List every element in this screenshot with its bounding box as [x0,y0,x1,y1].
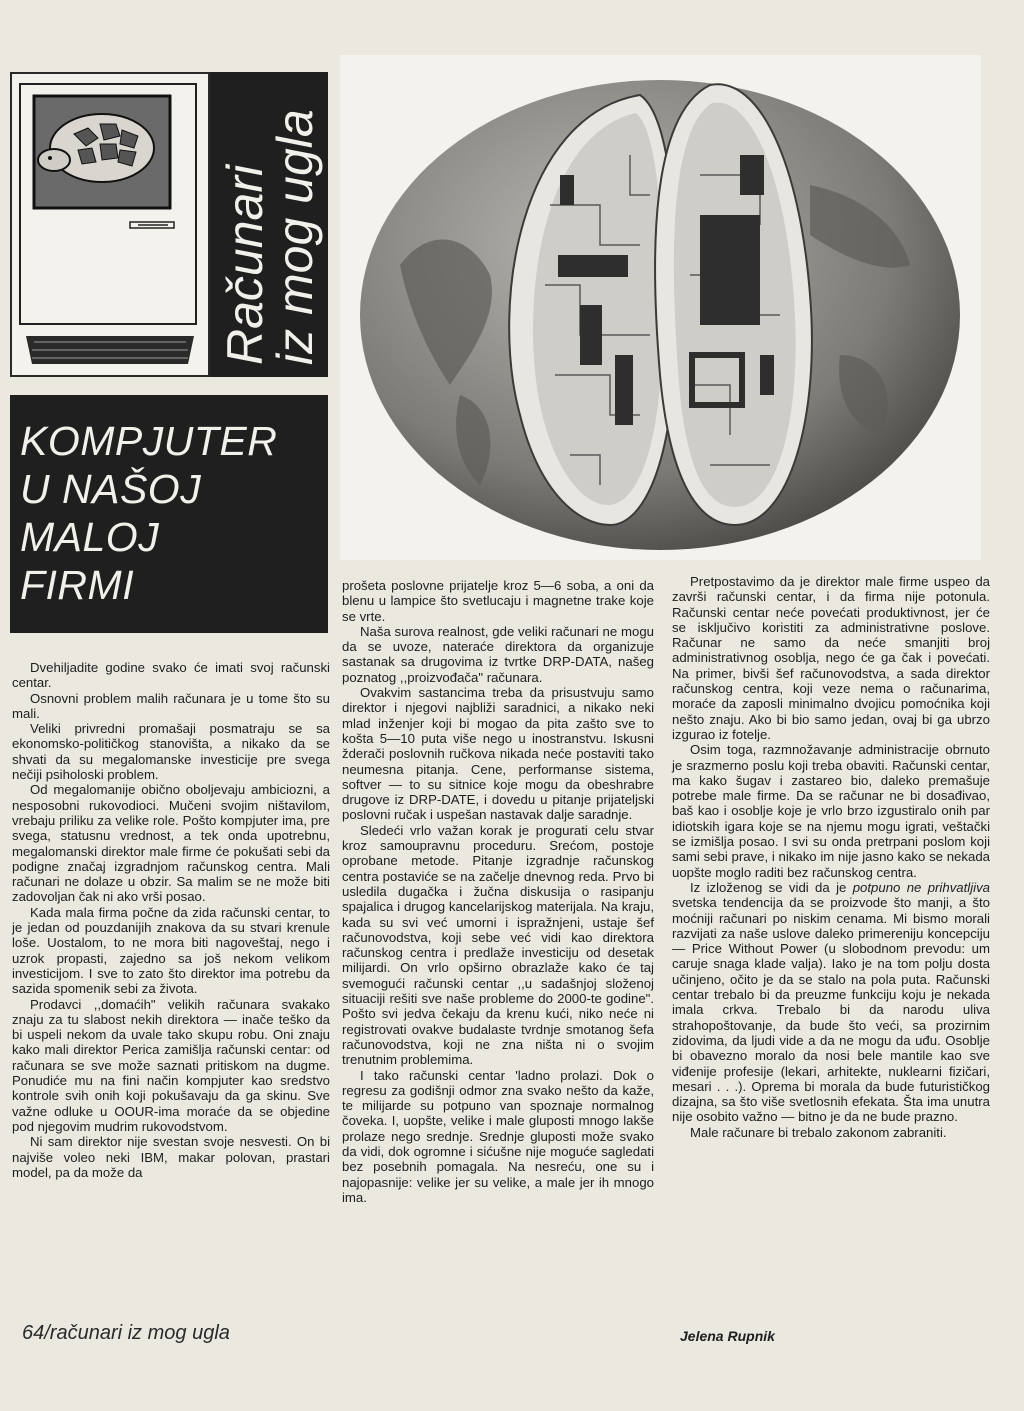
page-footer: 64/računari iz mog ugla [22,1322,230,1344]
paragraph: Sledeći vrlo važan korak je progurati celu stvar kroz samoupravnu proceduru. Srećom, postoje oprobane metode. Pitanje izgradnje računskog centra postaviće se na začelje dnevnog reda. Prvo bi usledila dugačka i žučna diskusija o rasipanju spajalica i drugog kancelarijskog materijala. Na kraju, kada su svi već umorni i ispražnjeni, ustaje šef računovodstva, koji sebe već vidi kao direktora računskog centra i predlaže investiciju od desetak milijardi. On vrlo opširno obrazlaže kako će taj svemogući računski centar ,,u sadašnjoj složenoj situaciji rešiti sve naše probleme do 2000-te godine". Pošto svi jedva čekaju da krenu kući, niko neće ni registrovati ovakve budalaste tvrdnje smotanog šefa računovodstva, koji ne zna ništa ni o svojim trenutnim problemima. [342,822,654,1068]
paragraph: Osim toga, razmnožavanje administracije obrnuto je srazmerno poslu koji treba obaviti. Računski centar, ma kako šugav i zastareo bio, daleko premašuje potrebe male firme. Da se računar ne bi dosađivao, baš kao i osoblje koje je vrlo brzo izgustiralo onih par idiotskih igara koje se na njemu mogu igrati, veštački se izmišlja posao. I svi su onda pretrpani poslom koji sami sebi prave, i nikako im nije jasno kako se nekada uopšte moglo raditi bez računskog centra. [672,742,990,880]
paragraph: Ovakvim sastancima treba da prisustvuju samo direktor i njegovi najbliži saradnici, a nikako neki mlad inženjer koji bi mogao da pita zašto sve to košta 5—10 puta više nego u inostranstvu. Iskusni žderači poslovnih ručkova nikada neće postaviti tako neumesna pitanja. Cene, performanse sistema, softver — to su sitnice koje mogu da obeshrabre drugove iz DRP-DATE, i dovedu u pitanje prijateljski poslovni ručak i uspešan nastavak dalje saradnje. [342,685,654,823]
paragraph: Ni sam direktor nije svestan svoje nesvesti. On bi najviše voleo neki IBM, makar polovan, prastari model, pa da može da [12,1134,330,1180]
paragraph: Osnovni problem malih računara je u tome što su mali. [12,690,330,721]
paragraph: Od megalomanije obično oboljevaju ambiciozni, a nesposobni rukovodioci. Mučeni svojim ništavilom, vrebaju priliku za velike role. Pošto kompjuter ima, pre svega, statusnu vrednost, a tek onda upotrebnu, megalomanski direktor male firme će pokušati sebi da podigne značaj izgradnjom računskog centra. Mali računari ne dolaze u obzir. Sa malim se ne može biti zadovoljan čak ni ako vrši posao. [12,782,330,905]
masthead-line-2: iz mog ugla [267,109,323,365]
article-title [10,395,328,633]
paragraph [672,880,990,1125]
paragraph: Pretpostavimo da je direktor male firme uspeo da završi računski centar, i da firma nije potonula. Računski centar neće povećati produktivnost, jer će se isključivo koristiti za administrativne poslove. Računar ne samo da neće smanjiti broj administrativnog osoblja, nego će ga čak i povećati. Na primer, bivši šef računovodstva, a sada direktor računskog centra, koji veze nema o računarima, moraće da zaposli minimalno dvojicu pomoćnika koji nešto znaju. Ako bi bio samo jedan, ovaj bi ga ubrzo izgurao iz fotelje. [672,574,990,742]
paragraph: prošeta poslovne prijatelje kroz 5—6 soba, a oni da blenu u lampice što svetlucaju i magnetne trake koje se vrte. [342,578,654,624]
globe-illustration [340,55,981,560]
paragraph: Prodavci ,,domaćih" velikih računara svakako znaju za tu slabost nekih direktora — inače teško da bi uspeli nekom da uvale tako skupu robu. Oni znaju kako mali direktor Perica zamišlja računski centar: od računara se sve može saznati pritiskom na dugme. Ponudiće mu na fini način kompjuter kao sredstvo kontrole svih onih koji pokušavaju da ga skinu. Sve važne odluke u OOUR-ima moraće da se objedine pod njegovim mudrim rukovodstvom. [12,996,330,1134]
masthead-title [210,72,328,377]
paragraph: Naša surova realnost, gde veliki računari ne mogu da se uvoze, nateraće direktora da organizuje sastanak sa drugovima iz tvrtke DRP-DATA, našeg poznatog ,,proizvođača" računara. [342,623,654,685]
globe-circuit-board-icon [340,55,981,560]
paragraph: Male računare bi trebalo zakonom zabraniti. [690,1124,947,1140]
author-signature: Jelena Rupnik [680,1328,775,1344]
computer-illustration [10,72,210,377]
title-line-2: U NAŠOJ [20,466,202,512]
emphasis: potpuno ne prihvatljiva [852,879,991,895]
computer-with-turtle-icon [12,74,208,375]
masthead-band [210,72,328,377]
paragraph: I tako računski centar 'ladno prolazi. Dok o regresu za godišnji odmor zna svako nešto da kaže, te milijarde su potpuno van spoznaje normalnog čoveka. I, uopšte, velike i male gluposti mnogo lakše prolaze nego srednje. Srednje gluposti može svako da vidi, dok ogromne i sićušne nije moguće sagledati bez posebnih pomagala. Na nesreću, one su i najopasnije: velike jer su velike, a male jer ih mnogo ima. [342,1067,654,1205]
title-line-3: MALOJ [20,514,160,560]
article-column-2 [342,578,654,1205]
paragraph: Dvehiljadite godine svako će imati svoj računski centar. [12,660,330,691]
title-line-1: KOMPJUTER [20,418,278,464]
title-line-4: FIRMI [20,562,135,608]
text-run: Iz izloženog se vidi da je [690,879,853,895]
text-run: svetska tendencija da se proizvode što manji, a što moćniji računari po niskim cenama. Mi bismo morali razvijati za naše uslove daleko primereniju koncepciju — Price Without Power (u slobodnom prevodu: um caruje snaga klade valja). Iako je na tom polju dosta učinjeno, očito je da se stalo na pola puta. Računski centar trebalo bi da preuzme funkciju koju je nekada imala crkva. Trebalo bi da narodu uliva strahopoštovanje, da bude što veći, sa prozirnim zidovima, da ljudi vide a da ne mogu da uđu. Osoblje bi obavezno moralo da nosi bele mantile kao sve viđenije profesije (lekari, arhitekte, nuklearni fizičari, mesari . . .). Oprema bi morala da bude futurističkog dizajna, sa što više svetlosnih efekata. Šta ima unutra nije osobito važno — bitno je da ne bude prazno. [672,895,990,1125]
masthead-line-1: Računari [217,164,273,365]
article-column-1 [12,660,330,1180]
article-column-3 [672,574,990,1140]
paragraph: Veliki privredni promašaji posmatraju se sa ekonomsko-političkog stanovišta, a nikako da se shvati da su megalomanske investicije pre svega nečiji psiholoski problem. [12,721,330,783]
paragraph: Kada mala firma počne da zida računski centar, to je jedan od pouzdanijih znakova da su stvari krenule loše. Uostalom, to ne mora biti nagoveštaj, nego i uzrok propasti, zajedno sa još nekom velikom investicijom. I sve to zato što direktor ima potrebu da sazida spomenik sebi za života. [12,904,330,997]
